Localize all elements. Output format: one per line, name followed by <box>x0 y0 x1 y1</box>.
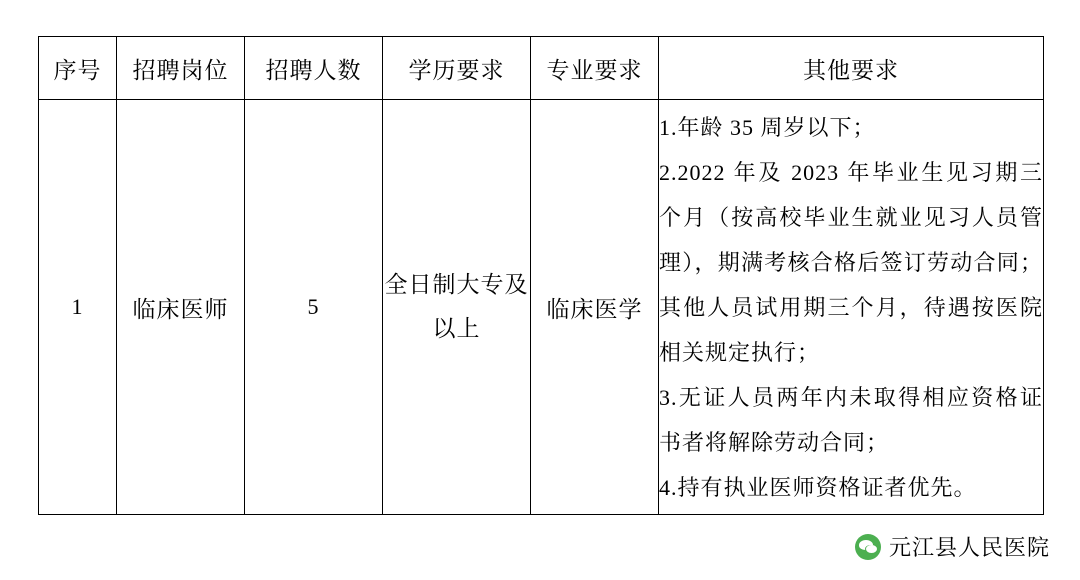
list-item: 1.年龄 35 周岁以下； <box>659 114 876 140</box>
column-header-position: 招聘岗位 <box>117 37 245 100</box>
list-item: 2.2022 年及 2023 年毕业生见习期三个月（按高校毕业生就业见习人员管理），期满考核合格后签订劳动合同；其他人员试用期三个月，待遇按医院相关规定执行； <box>659 159 1043 365</box>
cell-major: 临床医学 <box>531 100 659 515</box>
column-header-count: 招聘人数 <box>245 37 383 100</box>
footer-account <box>855 531 1050 562</box>
column-header-education: 学历要求 <box>383 37 531 100</box>
table-header <box>39 37 1044 100</box>
column-header-major: 专业要求 <box>531 37 659 100</box>
list-item: 3.无证人员两年内未取得相应资格证书者将解除劳动合同； <box>659 384 1043 455</box>
column-header-other: 其他要求 <box>659 37 1044 100</box>
account-name: 元江县人民医院 <box>888 535 1050 560</box>
table-body <box>39 100 1044 515</box>
cell-index: 1 <box>39 100 117 515</box>
recruitment-table-container <box>38 36 1043 515</box>
recruitment-table <box>38 36 1044 515</box>
cell-position: 临床医师 <box>117 100 245 515</box>
column-header-index: 序号 <box>39 37 117 100</box>
cell-count: 5 <box>245 100 383 515</box>
cell-other-requirements <box>659 100 1044 515</box>
table-header-row <box>39 37 1044 100</box>
cell-education: 全日制大专及以上 <box>383 100 531 515</box>
wechat-icon <box>855 534 881 560</box>
other-requirements-list <box>659 105 1043 510</box>
list-item: 4.持有执业医师资格证者优先。 <box>659 474 977 500</box>
table-row <box>39 100 1044 515</box>
